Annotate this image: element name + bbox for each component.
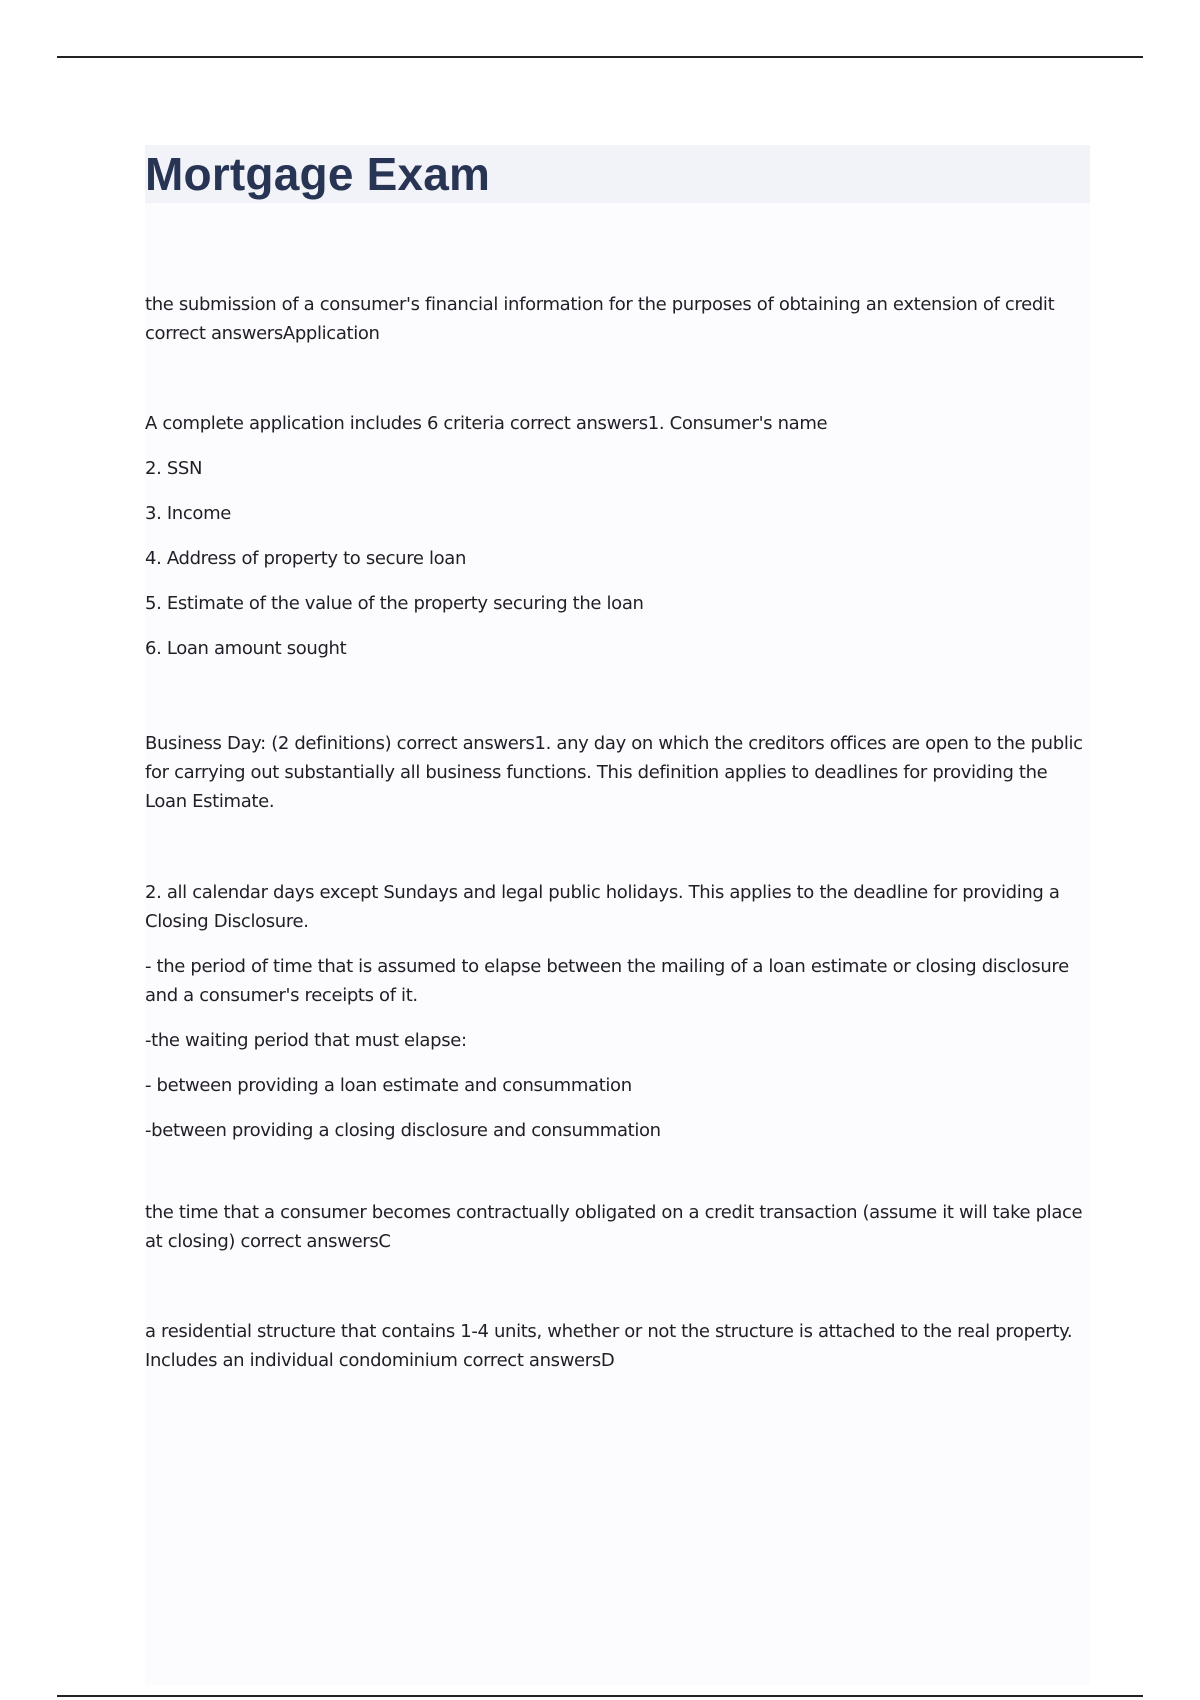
page-title: Mortgage Exam (145, 148, 491, 200)
page-content (145, 145, 1090, 1685)
flashcard-consummation (145, 1198, 1090, 1256)
flashcard-business-day (145, 729, 1090, 816)
flashcard-application (145, 290, 1090, 348)
flashcard-dwelling (145, 1317, 1090, 1375)
list-item: - the period of time that is assumed to elapse between the mailing of a loan estimate or closing disclosure and a consumer's receipts of it. (145, 956, 1069, 1006)
top-rule (57, 56, 1143, 58)
flashcard-complete-application (145, 409, 1090, 663)
card-text: Business Day: (2 definitions) correct answers1. any day on which the creditors offices are open to the public for carrying out substantially all business functions. This definition applies to deadlines for providing the Loan Estimate. (145, 733, 1083, 812)
card-text: the time that a consumer becomes contractually obligated on a credit transaction (assume it will take place at closing) correct answersC (145, 1202, 1083, 1252)
list-item: 5. Estimate of the value of the property securing the loan (145, 593, 644, 614)
card-text: a residential structure that contains 1-4 units, whether or not the structure is attached to the real property. Includes an individual condominium correct answersD (145, 1321, 1073, 1371)
card-text: the submission of a consumer's financial information for the purposes of obtaining an extension of credit correct answersApplication (145, 294, 1055, 344)
list-item: -the waiting period that must elapse: (145, 1030, 467, 1051)
list-item: - between providing a loan estimate and consummation (145, 1075, 632, 1096)
card-text: 2. all calendar days except Sundays and legal public holidays. This applies to the deadline for providing a Closing Disclosure. (145, 882, 1060, 932)
flashcard-business-day-continued (145, 878, 1090, 1145)
card-text: A complete application includes 6 criteria correct answers1. Consumer's name (145, 413, 828, 434)
title-band (145, 145, 1090, 203)
list-item: 6. Loan amount sought (145, 638, 347, 659)
list-item: -between providing a closing disclosure and consummation (145, 1120, 661, 1141)
list-item: 2. SSN (145, 458, 203, 479)
bottom-rule (57, 1695, 1143, 1697)
list-item: 4. Address of property to secure loan (145, 548, 466, 569)
list-item: 3. Income (145, 503, 231, 524)
